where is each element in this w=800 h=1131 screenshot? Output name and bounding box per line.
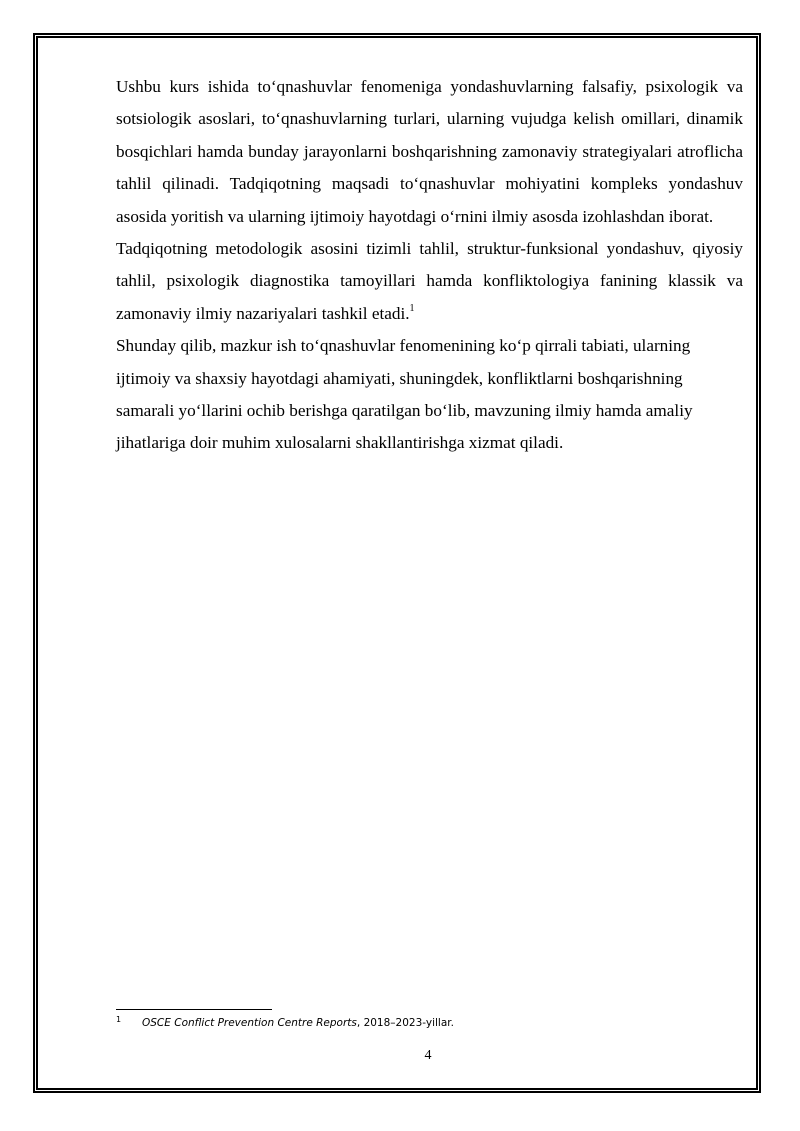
paragraph-2-text: Tadqiqotning metodologik asosini tizimli tahlil, struktur-funksional yondashuv, qiyosiy tahlil, psixologik diagnostika tamoyillari hamda konfliktologiya fanining klassik va zamonaviy ilmiy nazariyalari tashkil etadi. [116, 239, 743, 323]
footnote-source-title: OSCE Conflict Prevention Centre Reports [142, 1017, 357, 1029]
footnote-source-rest: , 2018–2023-yillar. [356, 1017, 454, 1029]
body-text [116, 71, 743, 460]
paragraph-1: Ushbu kurs ishida to‘qnashuvlar fenomeniga yondashuvlarning falsafiy, psixologik va sotsiologik asoslari, to‘qnashuvlarning turlari, ularning vujudga kelish omillari, dinamik bosqichlari hamda bunday jarayonlarni boshqarishning zamonaviy strategiyalari atroflicha tahlil qilinadi. Tadqiqotning maqsadi to‘qnashuvlar mohiyatini kompleks yondashuv asosida yoritish va ularning ijtimoiy hayotdagi o‘rnini ilmiy asosda izohlashdan iborat. [116, 77, 743, 226]
page-number: 4 [424, 1048, 432, 1063]
footnote-reference[interactable]: 1 [409, 302, 415, 314]
footnote [116, 1015, 454, 1029]
paragraph-3: Shunday qilib, mazkur ish to‘qnashuvlar fenomenining ko‘p qirrali tabiati, ularning ijtimoiy va shaxsiy hayotdagi ahamiyati, shuningdek, konfliktlarni boshqarishning samarali yo‘llarini ochib berishga qaratilgan bo‘lib, mavzuning ilmiy hamda amaliy jihatlariga doir muhim xulosalarni shakllantirishga xizmat qiladi. [116, 336, 693, 453]
footnote-number: 1 [116, 1015, 122, 1024]
paragraph-2 [116, 233, 743, 330]
footnote-separator [116, 1009, 272, 1010]
